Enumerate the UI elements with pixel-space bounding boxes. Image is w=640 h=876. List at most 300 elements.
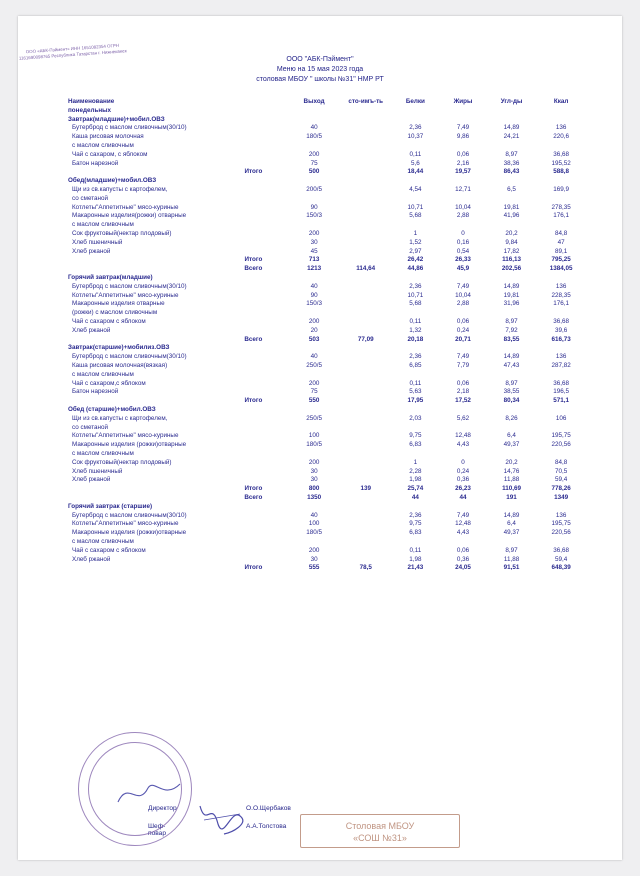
menu-total-label: Всего: [244, 265, 263, 273]
menu-section-title-row: [66, 344, 586, 353]
menu-total-carb: 110,69: [502, 485, 522, 493]
menu-item-carb: 6,4: [507, 520, 516, 528]
menu-item-carb: [487, 195, 537, 204]
menu-total-row: [66, 397, 586, 406]
menu-total-label: Итого: [244, 397, 263, 405]
menu-item-fat: 0,06: [456, 150, 470, 158]
menu-item-name: Котлеты"Аппетитные" мясо-куриные: [72, 291, 179, 299]
menu-item-output: 40: [310, 511, 318, 519]
menu-item-fat: 7,79: [456, 362, 470, 369]
menu-item-cost: [340, 441, 392, 450]
menu-item-carb: 49,37: [503, 441, 520, 449]
menu-item-output: 30: [310, 467, 318, 475]
menu-total-protein: 17,95: [407, 397, 424, 405]
menu-item-kcal: 84,8: [555, 458, 568, 466]
menu-total-protein: 25,74: [407, 485, 424, 493]
menu-item-row: [66, 538, 586, 547]
menu-item-name: Котлеты"Аппетитные" мясо-куриные: [72, 432, 179, 440]
menu-section-title: Обед(младшие)+мобил.ОВЗ: [68, 177, 157, 185]
menu-item-output: 75: [310, 159, 318, 167]
menu-item-row: [66, 476, 586, 485]
menu-item-kcal: [536, 450, 586, 459]
menu-item-row: [66, 423, 586, 432]
menu-total-output: 500: [308, 168, 320, 176]
menu-item-cost: [340, 467, 392, 476]
menu-item-output: 250/5: [306, 362, 322, 369]
menu-item-cost: [340, 221, 392, 230]
menu-item-output: 180/5: [306, 441, 322, 449]
menu-item-carb: 8,97: [505, 150, 518, 158]
menu-item-protein: [392, 450, 440, 459]
menu-total-carb: 91,51: [503, 564, 520, 572]
menu-item-kcal: [536, 538, 586, 547]
menu-item-name: Макаронные изделия (рожки)отварные: [72, 529, 187, 537]
menu-item-carb: [487, 142, 537, 151]
menu-total-kcal: 1349: [554, 493, 569, 501]
menu-section-title-row: [66, 177, 586, 186]
menu-item-protein: 1,98: [409, 555, 422, 563]
menu-item-row: [66, 124, 586, 133]
menu-item-row: [66, 511, 586, 520]
menu-item-name: Щи из св.капусты с картофелем,: [72, 414, 168, 422]
menu-total-output: 550: [308, 397, 320, 405]
col-fat: Жиры: [453, 98, 473, 106]
menu-item-row: [66, 467, 586, 476]
menu-item-cost: [340, 388, 392, 397]
menu-item-fat: 0,24: [456, 326, 470, 334]
menu-item-carb: 14,89: [503, 124, 520, 132]
menu-total-fat: 20,71: [455, 335, 471, 343]
menu-item-row: [66, 221, 586, 230]
menu-section-title-row: [66, 274, 586, 283]
menu-item-carb: 41,96: [503, 212, 520, 220]
menu-item-row: [66, 300, 586, 309]
column-header-row-2: [66, 107, 586, 116]
menu-total-label: Всего: [244, 493, 263, 501]
menu-item-name: с маслом сливочным: [72, 449, 134, 457]
menu-total-row: [66, 256, 586, 265]
menu-item-row: [66, 283, 586, 292]
menu-item-cost: [340, 423, 392, 432]
menu-item-protein: 1: [413, 458, 418, 466]
rect-stamp-line-2: «СОШ №31»: [353, 833, 407, 844]
menu-total-protein: 44: [411, 493, 419, 501]
round-stamp-text: ООО «АБК-Пэймент» ИНН 1651082354 ОГРН 1161690098765 Республика Татарстан г. Нижнекамск: [18, 42, 127, 62]
menu-item-output: 40: [310, 282, 318, 290]
menu-item-kcal: 196,5: [553, 388, 570, 396]
menu-item-kcal: 169,9: [553, 186, 570, 194]
menu-total-kcal: 588,8: [553, 168, 570, 176]
menu-item-output: 150/3: [306, 300, 322, 308]
menu-item-protein: 2,03: [409, 414, 422, 422]
menu-item-cost: [340, 309, 392, 318]
menu-item-output: [288, 221, 340, 230]
menu-section-title: Обед (старшие)+мобил.ОВЗ: [68, 405, 156, 413]
menu-item-fat: [439, 195, 487, 204]
menu-item-cost: [340, 142, 392, 151]
menu-item-carb: [487, 538, 537, 547]
menu-item-output: 90: [310, 203, 318, 211]
menu-item-protein: 0,11: [409, 150, 422, 158]
menu-total-cost: [340, 397, 392, 406]
menu-item-carb: 38,55: [503, 388, 520, 396]
menu-total-fat: 24,05: [455, 564, 471, 572]
menu-item-row: [66, 160, 586, 169]
menu-item-cost: [340, 248, 392, 257]
menu-item-fat: 0,54: [456, 247, 470, 255]
menu-item-row: [66, 186, 586, 195]
menu-item-name: Хлеб ржаной: [72, 555, 111, 563]
menu-item-kcal: 220,56: [551, 441, 571, 449]
menu-item-output: 200: [308, 458, 320, 466]
signature-role-0: Директор: [148, 805, 177, 812]
menu-item-kcal: [536, 423, 586, 432]
menu-item-kcal: 39,6: [555, 326, 568, 334]
menu-item-row: [66, 204, 586, 213]
menu-item-carb: 20,2: [505, 458, 518, 466]
menu-item-kcal: 136: [555, 353, 567, 361]
menu-item-carb: 14,89: [503, 353, 520, 361]
menu-item-cost: [340, 538, 392, 547]
menu-item-kcal: 70,5: [555, 467, 568, 475]
menu-item-fat: 7,49: [456, 124, 470, 132]
menu-item-row: [66, 441, 586, 450]
col-protein: Белки: [405, 98, 425, 106]
menu-item-kcal: 89,1: [555, 247, 568, 255]
col-kcal: Ккал: [553, 98, 569, 106]
menu-total-carb: 191: [506, 493, 517, 501]
menu-item-output: 30: [310, 476, 318, 484]
menu-item-output: 30: [310, 238, 318, 246]
menu-item-protein: [392, 371, 440, 380]
menu-item-fat: 10,04: [455, 291, 471, 299]
menu-item-protein: 1,98: [409, 476, 422, 484]
menu-item-fat: 5,62: [456, 414, 470, 422]
signature-name-0: О.О.Щербаков: [246, 805, 291, 812]
menu-item-cost: [340, 529, 392, 538]
menu-item-output: 200/5: [306, 186, 322, 194]
menu-total-protein: 20,18: [407, 335, 424, 343]
menu-item-kcal: [536, 142, 586, 151]
org-name: ООО "АБК-Пэймент": [286, 55, 354, 63]
menu-item-output: 30: [310, 555, 318, 563]
menu-total-cost: [340, 256, 392, 265]
menu-item-protein: 5,68: [409, 300, 422, 308]
menu-item-kcal: 36,68: [553, 150, 570, 158]
menu-item-carb: 6,4: [507, 432, 516, 440]
menu-item-carb: [487, 423, 537, 432]
menu-item-row: [66, 327, 586, 336]
menu-item-row: [66, 450, 586, 459]
menu-item-fat: [439, 221, 487, 230]
menu-item-row: [66, 212, 586, 221]
menu-item-carb: 7,92: [505, 326, 518, 334]
menu-item-protein: 10,71: [407, 203, 424, 211]
menu-item-cost: [340, 239, 392, 248]
menu-item-row: [66, 380, 586, 389]
menu-item-cost: [340, 415, 392, 424]
menu-item-kcal: 195,75: [551, 432, 571, 440]
menu-item-fat: 2,88: [456, 212, 470, 220]
menu-item-row: [66, 318, 586, 327]
menu-item-fat: [439, 142, 487, 151]
menu-item-protein: 10,37: [407, 133, 424, 141]
menu-item-fat: 0,36: [456, 555, 470, 563]
menu-item-fat: 7,49: [456, 353, 470, 361]
menu-item-cost: [340, 133, 392, 142]
menu-item-kcal: 195,52: [551, 159, 571, 167]
menu-total-kcal: 571,1: [553, 397, 570, 405]
menu-item-name: Щи из св.капусты с картофелем,: [72, 186, 168, 194]
menu-section-title: Горячий завтрак (старшие): [68, 502, 153, 510]
signature-scribble-secondary: [114, 776, 184, 812]
canteen-line: столовая МБОУ " школы №31" НМР РТ: [256, 76, 384, 84]
col-name-1: Наименование: [68, 98, 115, 106]
menu-item-protein: 0,11: [409, 318, 422, 326]
menu-item-output: 90: [310, 291, 318, 299]
menu-item-output: 200: [308, 150, 320, 158]
menu-item-output: 150/3: [306, 212, 322, 220]
menu-item-protein: [392, 221, 440, 230]
menu-item-fat: 7,49: [456, 282, 470, 290]
menu-section-title-row: [66, 406, 586, 415]
menu-item-fat: 10,04: [455, 203, 471, 211]
menu-item-name: Каша рисовая молочная: [72, 133, 144, 141]
menu-item-kcal: 228,35: [551, 291, 571, 299]
menu-total-label: Итого: [244, 485, 263, 493]
menu-item-cost: [340, 318, 392, 327]
menu-total-output: 503: [308, 335, 320, 343]
menu-item-carb: [487, 450, 537, 459]
menu-item-name: Чай с сахаром с яблоком: [72, 318, 146, 326]
menu-item-kcal: 220,6: [553, 133, 570, 141]
menu-item-name: Сок фруктовый(нектар плодовый): [72, 458, 172, 466]
menu-item-fat: 0,16: [456, 238, 470, 246]
menu-item-cost: [340, 151, 392, 160]
menu-item-output: [288, 309, 340, 318]
menu-item-carb: 24,21: [503, 133, 520, 141]
menu-item-cost: [340, 450, 392, 459]
menu-item-kcal: 59,4: [555, 555, 568, 563]
menu-item-protein: 9,75: [409, 432, 422, 440]
menu-total-row: [66, 265, 586, 274]
menu-item-name: Хлеб ржаной: [72, 476, 111, 484]
menu-item-fat: [439, 450, 487, 459]
menu-date-line: Меню на 15 мая 2023 года: [276, 65, 364, 73]
menu-item-name: Макаронные изделия отварные: [72, 300, 165, 308]
menu-item-cost: [340, 186, 392, 195]
menu-item-carb: 20,2: [505, 230, 518, 238]
menu-item-kcal: [536, 221, 586, 230]
menu-item-protein: 1,52: [409, 238, 422, 246]
menu-item-output: 20: [310, 326, 318, 334]
menu-item-name: Бутерброд с маслом сливочным(30/10): [72, 511, 187, 519]
menu-item-carb: 49,37: [503, 529, 520, 537]
menu-item-kcal: 176,1: [553, 212, 570, 220]
menu-total-row: [66, 494, 586, 503]
menu-item-name: Макаронные изделия(рожки) отварные: [72, 212, 187, 220]
col-out: Выход: [303, 98, 325, 106]
menu-item-carb: [487, 371, 537, 380]
menu-item-kcal: 136: [555, 511, 567, 519]
menu-item-output: [288, 142, 340, 151]
menu-item-cost: [340, 371, 392, 380]
menu-item-carb: 19,81: [503, 203, 520, 211]
menu-item-fat: 12,71: [455, 186, 471, 194]
menu-item-kcal: 36,68: [553, 546, 570, 554]
menu-item-row: [66, 388, 586, 397]
menu-total-output: 713: [308, 256, 320, 264]
menu-item-output: 200: [308, 318, 320, 326]
menu-item-kcal: 220,56: [551, 529, 571, 537]
menu-item-protein: 10,71: [407, 291, 424, 299]
menu-item-name: Хлеб пшеничный: [72, 467, 123, 475]
menu-item-protein: 6,85: [409, 362, 422, 369]
menu-item-protein: 2,36: [409, 282, 422, 290]
menu-item-name: Батон нарезной: [72, 388, 119, 396]
menu-section-title: Горячий завтрак(младшие): [68, 274, 153, 282]
menu-total-cost: [340, 494, 392, 503]
menu-item-protein: 5,63: [409, 388, 422, 396]
menu-item-kcal: [536, 195, 586, 204]
menu-item-carb: 47,43: [503, 362, 520, 369]
menu-item-name: с маслом сливочным: [72, 221, 134, 229]
menu-item-protein: 2,97: [409, 247, 422, 255]
menu-total-carb: 83,55: [503, 335, 520, 343]
menu-item-carb: 19,81: [503, 291, 520, 299]
menu-total-row: [66, 168, 586, 177]
menu-item-name: Чай с сахаром с яблоком: [72, 546, 146, 554]
menu-item-name: Батон нарезной: [72, 159, 119, 167]
menu-item-output: [288, 423, 340, 432]
col-name-2: понедельных: [68, 106, 112, 114]
menu-item-row: [66, 459, 586, 468]
menu-item-name: Бутерброд с маслом сливочным(30/10): [72, 353, 187, 361]
menu-item-fat: [439, 538, 487, 547]
menu-total-output: 555: [308, 564, 320, 572]
menu-item-name: Чай с сахаром, с яблоком: [72, 150, 148, 158]
menu-total-kcal: 778,26: [551, 485, 571, 493]
menu-item-fat: 4,43: [456, 529, 470, 537]
menu-item-cost: [340, 432, 392, 441]
menu-item-row: [66, 362, 586, 371]
menu-total-cost: 77,09: [357, 335, 374, 343]
menu-item-cost: [340, 547, 392, 556]
menu-item-carb: 9,84: [505, 238, 518, 246]
menu-item-carb: [487, 221, 537, 230]
menu-item-name: со сметаной: [72, 194, 109, 202]
menu-total-cost: [340, 168, 392, 177]
menu-item-cost: [340, 204, 392, 213]
menu-item-row: [66, 230, 586, 239]
menu-item-kcal: 36,68: [553, 379, 570, 387]
menu-total-row: [66, 564, 586, 573]
menu-item-kcal: 195,75: [551, 520, 571, 528]
menu-item-carb: 8,97: [505, 318, 518, 326]
menu-item-cost: [340, 380, 392, 389]
menu-item-fat: 2,88: [456, 300, 470, 308]
menu-total-protein: 44,86: [407, 265, 424, 273]
menu-item-carb: 8,97: [505, 546, 518, 554]
menu-item-carb: 6,5: [507, 186, 516, 194]
menu-item-kcal: 84,8: [555, 230, 568, 238]
menu-item-cost: [340, 195, 392, 204]
menu-item-carb: 17,82: [503, 247, 520, 255]
menu-item-cost: [340, 476, 392, 485]
menu-item-carb: 38,36: [503, 159, 520, 167]
menu-item-fat: [439, 309, 487, 318]
menu-total-carb: 116,13: [502, 256, 522, 264]
menu-item-kcal: [536, 371, 586, 380]
menu-item-row: [66, 415, 586, 424]
menu-item-output: [288, 195, 340, 204]
menu-item-protein: 1,32: [409, 326, 422, 334]
menu-item-output: 180/5: [306, 133, 322, 141]
menu-total-fat: 45,9: [456, 265, 470, 273]
menu-item-carb: 14,76: [503, 467, 520, 475]
rect-stamp-line-1: Столовая МБОУ: [345, 821, 415, 831]
menu-item-fat: 7,49: [456, 511, 470, 519]
menu-item-fat: 0,06: [456, 379, 470, 387]
menu-total-protein: 26,42: [407, 256, 424, 264]
menu-item-cost: [340, 212, 392, 221]
signature-role-1: Шеф-повар: [148, 823, 167, 837]
menu-item-protein: 0,11: [409, 379, 422, 387]
column-header-row-1: [66, 98, 586, 107]
menu-total-kcal: 795,25: [551, 256, 571, 264]
menu-total-cost: 139: [360, 485, 371, 493]
menu-item-name: Сок фруктовый(нектар плодовый): [72, 230, 172, 238]
menu-item-name: Бутерброд с маслом сливочным(30/10): [72, 282, 187, 290]
menu-item-cost: [340, 362, 392, 371]
menu-item-output: 45: [310, 247, 318, 255]
menu-item-protein: 2,28: [409, 467, 422, 475]
menu-item-fat: 12,48: [455, 432, 471, 440]
menu-item-kcal: 136: [555, 124, 567, 132]
menu-item-protein: [392, 423, 440, 432]
menu-item-protein: 6,83: [409, 441, 422, 449]
menu-item-fat: 4,43: [456, 441, 470, 449]
menu-item-kcal: 59,4: [555, 476, 568, 484]
menu-total-fat: 19,57: [455, 168, 471, 176]
menu-item-row: [66, 248, 586, 257]
menu-item-fat: [439, 371, 487, 380]
menu-item-cost: [340, 292, 392, 301]
menu-total-fat: 26,23: [455, 485, 471, 493]
menu-item-carb: 14,89: [503, 282, 520, 290]
menu-item-fat: 0: [461, 230, 465, 238]
menu-total-label: Итого: [244, 564, 263, 572]
menu-item-name: Макаронные изделия (рожки)отварные: [72, 441, 187, 449]
menu-item-output: 200: [308, 546, 320, 554]
menu-item-fat: 2,16: [456, 159, 470, 167]
menu-item-fat: 0,06: [456, 318, 470, 326]
menu-item-output: 100: [308, 432, 320, 440]
menu-total-kcal: 648,39: [551, 564, 571, 572]
signature-scribble-primary: [194, 798, 254, 838]
menu-item-output: 40: [310, 353, 318, 361]
menu-item-protein: 2,36: [409, 511, 422, 519]
menu-item-protein: 1: [413, 230, 418, 238]
menu-item-carb: 8,97: [505, 379, 518, 387]
menu-item-cost: [340, 459, 392, 468]
menu-item-name: Хлеб пшеничный: [72, 238, 123, 246]
menu-item-kcal: 176,1: [553, 300, 570, 308]
menu-total-carb: 86,43: [503, 168, 520, 176]
menu-total-cost: 78,5: [359, 564, 372, 572]
menu-item-output: 200: [308, 230, 320, 238]
menu-item-protein: 2,36: [409, 353, 422, 361]
